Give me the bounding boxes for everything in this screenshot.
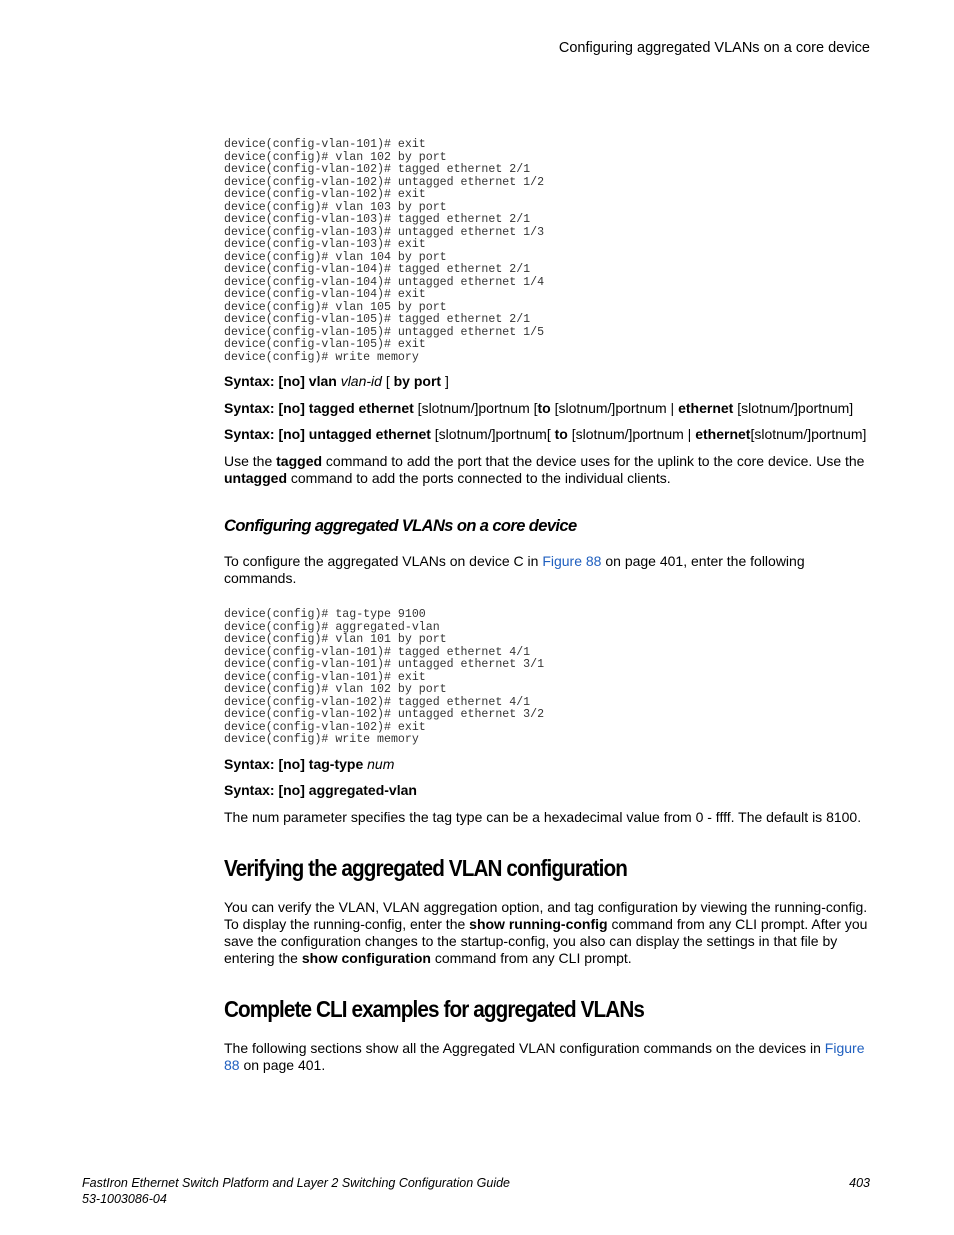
- paragraph-verifying: You can verify the VLAN, VLAN aggregation option, and tag configuration by viewing the running-config. To display the running-config, enter the show running-config command from any CLI prompt. After you save the configuration changes to the startup-config, you also can display the settings in that file by entering the show configuration command from any CLI prompt.: [224, 899, 868, 966]
- heading-complete-cli-examples: Complete CLI examples for aggregated VLANs: [224, 996, 645, 1022]
- syntax-tagged-ethernet: Syntax: [no] tagged ethernet [slotnum/]portnum [to [slotnum/]portnum | ethernet [slotnum/]portnum]: [224, 400, 854, 416]
- footer-guide-info: [82, 1175, 510, 1207]
- code-block-vlan-config: device(config-vlan-101)# exit device(config)# vlan 102 by port device(config-vlan-102)# tagged ethernet 2/1 device(config-vlan-102)# untagged ethernet 1/2 device(config-vlan-102)# exit device(config)# vlan 103 by port device(config-vlan-103)# tagged ethernet 2/1 device(config-vlan-103)# untagged ethernet 1/3 device(config-vlan-103)# exit device(config)# vlan 104 by port device(config-vlan-104)# tagged ethernet 2/1 device(config-vlan-104)# untagged ethernet 1/4 device(config-vlan-104)# exit device(config)# vlan 105 by port device(config-vlan-105)# tagged ethernet 2/1 device(config-vlan-105)# untagged ethernet 1/5 device(config-vlan-105)# exit device(config)# write memory: [224, 138, 545, 364]
- footer-title: FastIron Ethernet Switch Platform and Layer 2 Switching Configuration Guide: [82, 1176, 510, 1190]
- heading-verifying-config: Verifying the aggregated VLAN configuration: [224, 855, 627, 881]
- syntax-untagged-ethernet: Syntax: [no] untagged ethernet [slotnum/]portnum[ to [slotnum/]portnum | ethernet[slotnum/]portnum]: [224, 426, 867, 442]
- paragraph-configure-core: To configure the aggregated VLANs on device C in Figure 88 on page 401, enter the following commands.: [224, 553, 805, 586]
- syntax-aggregated-vlan: Syntax: [no] aggregated-vlan: [224, 782, 417, 798]
- syntax-vlan: Syntax: [no] vlan vlan-id [ by port ]: [224, 373, 449, 389]
- footer-doc-number: 53-1003086-04: [82, 1192, 167, 1206]
- paragraph-complete-cli: The following sections show all the Aggregated VLAN configuration commands on the devices in Figure 88 on page 401.: [224, 1040, 865, 1073]
- paragraph-num-parameter: The num parameter specifies the tag type can be a hexadecimal value from 0 - ffff. The default is 8100.: [224, 809, 862, 825]
- paragraph-tagged-untagged: Use the tagged command to add the port that the device uses for the uplink to the core device. Use the untagged command to add the ports connected to the individual clients.: [224, 453, 865, 486]
- figure-88-link-2[interactable]: Figure 88: [224, 1040, 865, 1073]
- figure-88-link[interactable]: Figure 88: [542, 553, 602, 569]
- syntax-tag-type: Syntax: [no] tag-type num: [224, 756, 395, 772]
- running-header: Configuring aggregated VLANs on a core device: [558, 40, 870, 56]
- code-block-core-config: device(config)# tag-type 9100 device(config)# aggregated-vlan device(config)# vlan 101 by port device(config-vlan-101)# tagged ethernet 4/1 device(config-vlan-101)# untagged ethernet 3/1 device(config-vlan-101)# exit device(config)# vlan 102 by port device(config-vlan-102)# tagged ethernet 4/1 device(config-vlan-102)# untagged ethernet 3/2 device(config-vlan-102)# exit device(config)# write memory: [224, 608, 545, 746]
- footer-page-number: 403: [849, 1176, 870, 1190]
- subheading-core-device: Configuring aggregated VLANs on a core device: [224, 517, 577, 535]
